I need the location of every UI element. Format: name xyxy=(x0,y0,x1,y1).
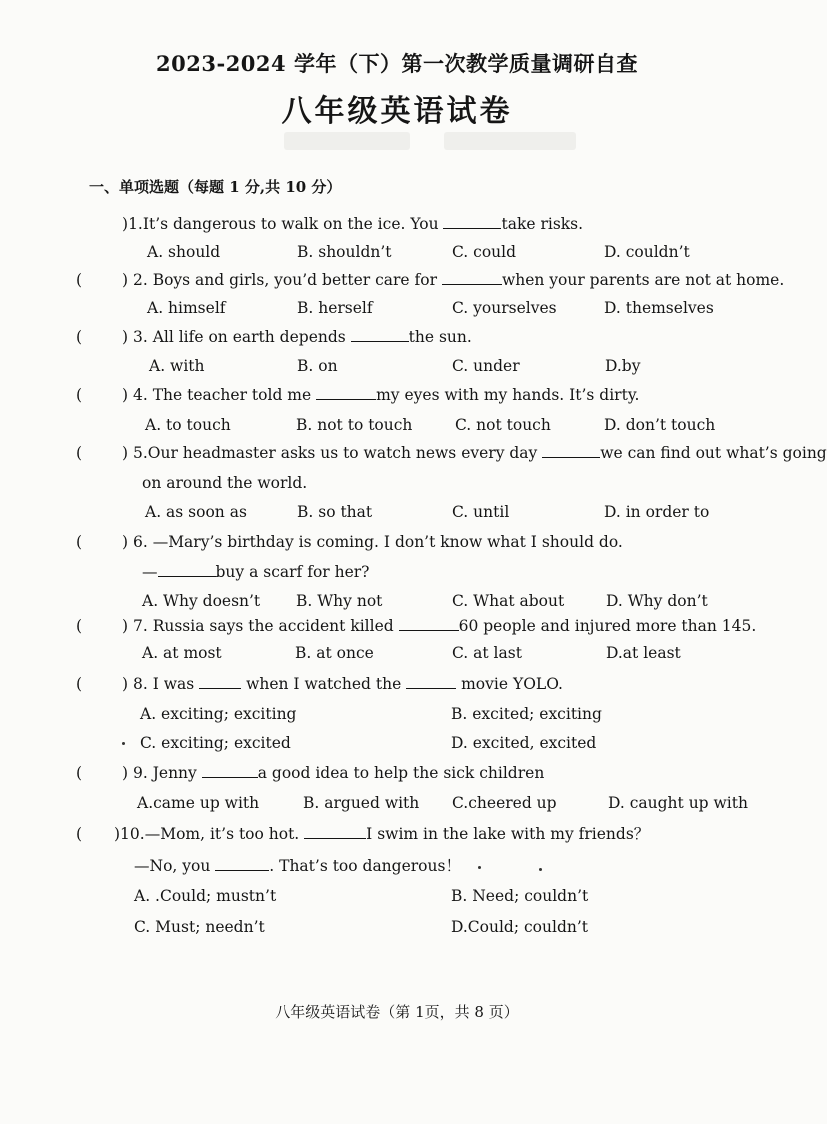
question-6-dash: — xyxy=(142,563,158,581)
question-10 xyxy=(0,822,794,846)
question-10-option-a: A. .Could; mustn’t xyxy=(134,887,277,905)
question-8-post: movie YOLO. xyxy=(456,675,563,693)
question-9-post: a good idea to help the sick children xyxy=(257,764,545,782)
question-2-option-a: A. himself xyxy=(147,299,226,317)
answer-blank[interactable] xyxy=(442,269,502,285)
page-subtitle: 八年级英语试卷 xyxy=(281,94,513,129)
scan-speck xyxy=(539,868,542,871)
question-10-pre: )10.—Mom, it’s too hot. xyxy=(114,825,305,843)
question-7-option-a: A. at most xyxy=(142,644,222,662)
question-3-post: the sun. xyxy=(408,328,472,346)
question-7 xyxy=(0,614,794,638)
question-6-pre: ) 6. —Mary’s birthday is coming. I don’t know what I should do. xyxy=(122,533,623,551)
question-8-option-a: A. exciting; exciting xyxy=(140,705,297,723)
question-10-option-b: B. Need; couldn’t xyxy=(451,887,589,905)
question-2-pre: ) 2. Boys and girls, you’d better care for xyxy=(122,271,442,289)
answer-paren[interactable]: ( xyxy=(76,328,83,346)
question-6-continuation xyxy=(0,560,794,584)
question-3-option-b: B. on xyxy=(297,357,338,375)
scan-speck xyxy=(478,866,481,869)
question-3 xyxy=(0,325,794,349)
question-10-option-d: D.Could; couldn’t xyxy=(451,918,589,936)
question-9-pre: ) 9. Jenny xyxy=(122,764,202,782)
page-title: 2023-2024 学年（下）第一次教学质量调研自查 xyxy=(156,51,638,76)
question-2 xyxy=(0,268,794,292)
question-5-continuation: on around the world. xyxy=(142,474,308,492)
question-5 xyxy=(0,441,827,465)
question-1-option-a: A. should xyxy=(147,243,221,261)
answer-blank[interactable] xyxy=(399,615,459,631)
question-5-pre: ) 5.Our headmaster asks us to watch news every day xyxy=(122,444,543,462)
question-4-option-c: C. not touch xyxy=(455,416,551,434)
scan-speck xyxy=(122,742,125,745)
question-1-pre: 1.It’s dangerous to walk on the ice. You xyxy=(128,215,444,233)
answer-paren[interactable]: ( xyxy=(76,764,83,782)
question-10-post: I swim in the lake with my friends？ xyxy=(366,825,650,843)
question-10-reply-post: . That’s too dangerous！ xyxy=(269,857,461,875)
answer-paren[interactable]: ( xyxy=(76,386,83,404)
question-8-option-b: B. excited; exciting xyxy=(451,705,602,723)
answer-blank[interactable] xyxy=(202,762,258,778)
answer-paren[interactable]: ( xyxy=(76,271,83,289)
question-4-option-d: D. don’t touch xyxy=(604,416,716,434)
question-1-option-b: B. shouldn’t xyxy=(297,243,392,261)
question-10-option-c: C. Must; needn’t xyxy=(134,918,265,936)
answer-paren[interactable]: ( xyxy=(76,617,83,635)
question-4-pre: ) 4. The teacher told me xyxy=(122,386,317,404)
question-7-post: 60 people and injured more than 145. xyxy=(458,617,757,635)
question-4-option-a: A. to touch xyxy=(145,416,231,434)
question-6-option-c: C. What about xyxy=(452,592,565,610)
answer-blank[interactable] xyxy=(215,855,269,871)
question-9-option-a: A.came up with xyxy=(137,794,260,812)
question-3-option-c: C. under xyxy=(452,357,520,375)
question-10-continuation xyxy=(0,854,794,878)
question-5-post: we can find out what’s going xyxy=(600,444,827,462)
question-1 xyxy=(0,212,794,236)
question-6-option-a: A. Why doesn’t xyxy=(142,592,261,610)
question-2-option-c: C. yourselves xyxy=(452,299,557,317)
question-8-pre: ) 8. I was xyxy=(122,675,200,693)
question-8-option-d: D. excited, excited xyxy=(451,734,597,752)
answer-paren[interactable]: ( xyxy=(76,825,83,843)
question-2-option-d: D. themselves xyxy=(604,299,714,317)
answer-paren[interactable]: ( xyxy=(76,533,83,551)
question-1-option-c: C. could xyxy=(452,243,517,261)
question-6-option-b: B. Why not xyxy=(296,592,383,610)
question-4 xyxy=(0,383,794,407)
question-6 xyxy=(0,530,794,554)
answer-blank[interactable] xyxy=(316,384,376,400)
answer-blank[interactable] xyxy=(406,673,456,689)
question-7-pre: ) 7. Russia says the accident killed xyxy=(122,617,399,635)
answer-blank[interactable] xyxy=(304,823,366,839)
question-8-option-c: C. exciting; excited xyxy=(140,734,291,752)
question-3-option-a: A. with xyxy=(149,357,205,375)
question-1-post: take risks. xyxy=(501,215,584,233)
answer-blank[interactable] xyxy=(199,673,241,689)
question-10-reply: —No, you xyxy=(134,857,216,875)
smudge-right xyxy=(444,132,576,150)
question-1-option-d: D. couldn’t xyxy=(604,243,690,261)
answer-blank[interactable] xyxy=(351,326,409,342)
question-5-option-a: A. as soon as xyxy=(145,503,247,521)
question-7-option-c: C. at last xyxy=(452,644,522,662)
smudge-left xyxy=(284,132,410,150)
question-5-option-d: D. in order to xyxy=(604,503,710,521)
question-9-option-c: C.cheered up xyxy=(452,794,557,812)
question-3-pre: ) 3. All life on earth depends xyxy=(122,328,351,346)
question-9-option-d: D. caught up with xyxy=(608,794,748,812)
question-8-mid: when I watched the xyxy=(241,675,407,693)
question-8 xyxy=(0,672,794,696)
question-6-post: buy a scarf for her? xyxy=(215,563,370,581)
question-3-option-d: D.by xyxy=(605,357,641,375)
question-9-option-b: B. argued with xyxy=(303,794,420,812)
answer-blank[interactable] xyxy=(443,213,501,229)
answer-paren[interactable]: ( xyxy=(76,444,83,462)
answer-blank[interactable] xyxy=(158,561,216,577)
question-2-option-b: B. herself xyxy=(297,299,373,317)
question-4-option-b: B. not to touch xyxy=(296,416,413,434)
question-5-option-c: C. until xyxy=(452,503,510,521)
page-footer: 八年级英语试卷（第 1页，共 8 页） xyxy=(275,1003,519,1021)
section-heading: 一、单项选题（每题 1 分,共 10 分） xyxy=(89,178,342,196)
answer-paren[interactable]: ( xyxy=(76,675,83,693)
question-4-post: my eyes with my hands. It’s dirty. xyxy=(376,386,640,404)
question-6-option-d: D. Why don’t xyxy=(606,592,708,610)
question-2-post: when your parents are not at home. xyxy=(501,271,785,289)
question-7-option-b: B. at once xyxy=(295,644,374,662)
question-9 xyxy=(0,761,794,785)
question-5-option-b: B. so that xyxy=(297,503,373,521)
answer-blank[interactable] xyxy=(542,442,600,458)
question-7-option-d: D.at least xyxy=(606,644,681,662)
question-1-paren: ) xyxy=(122,215,129,233)
